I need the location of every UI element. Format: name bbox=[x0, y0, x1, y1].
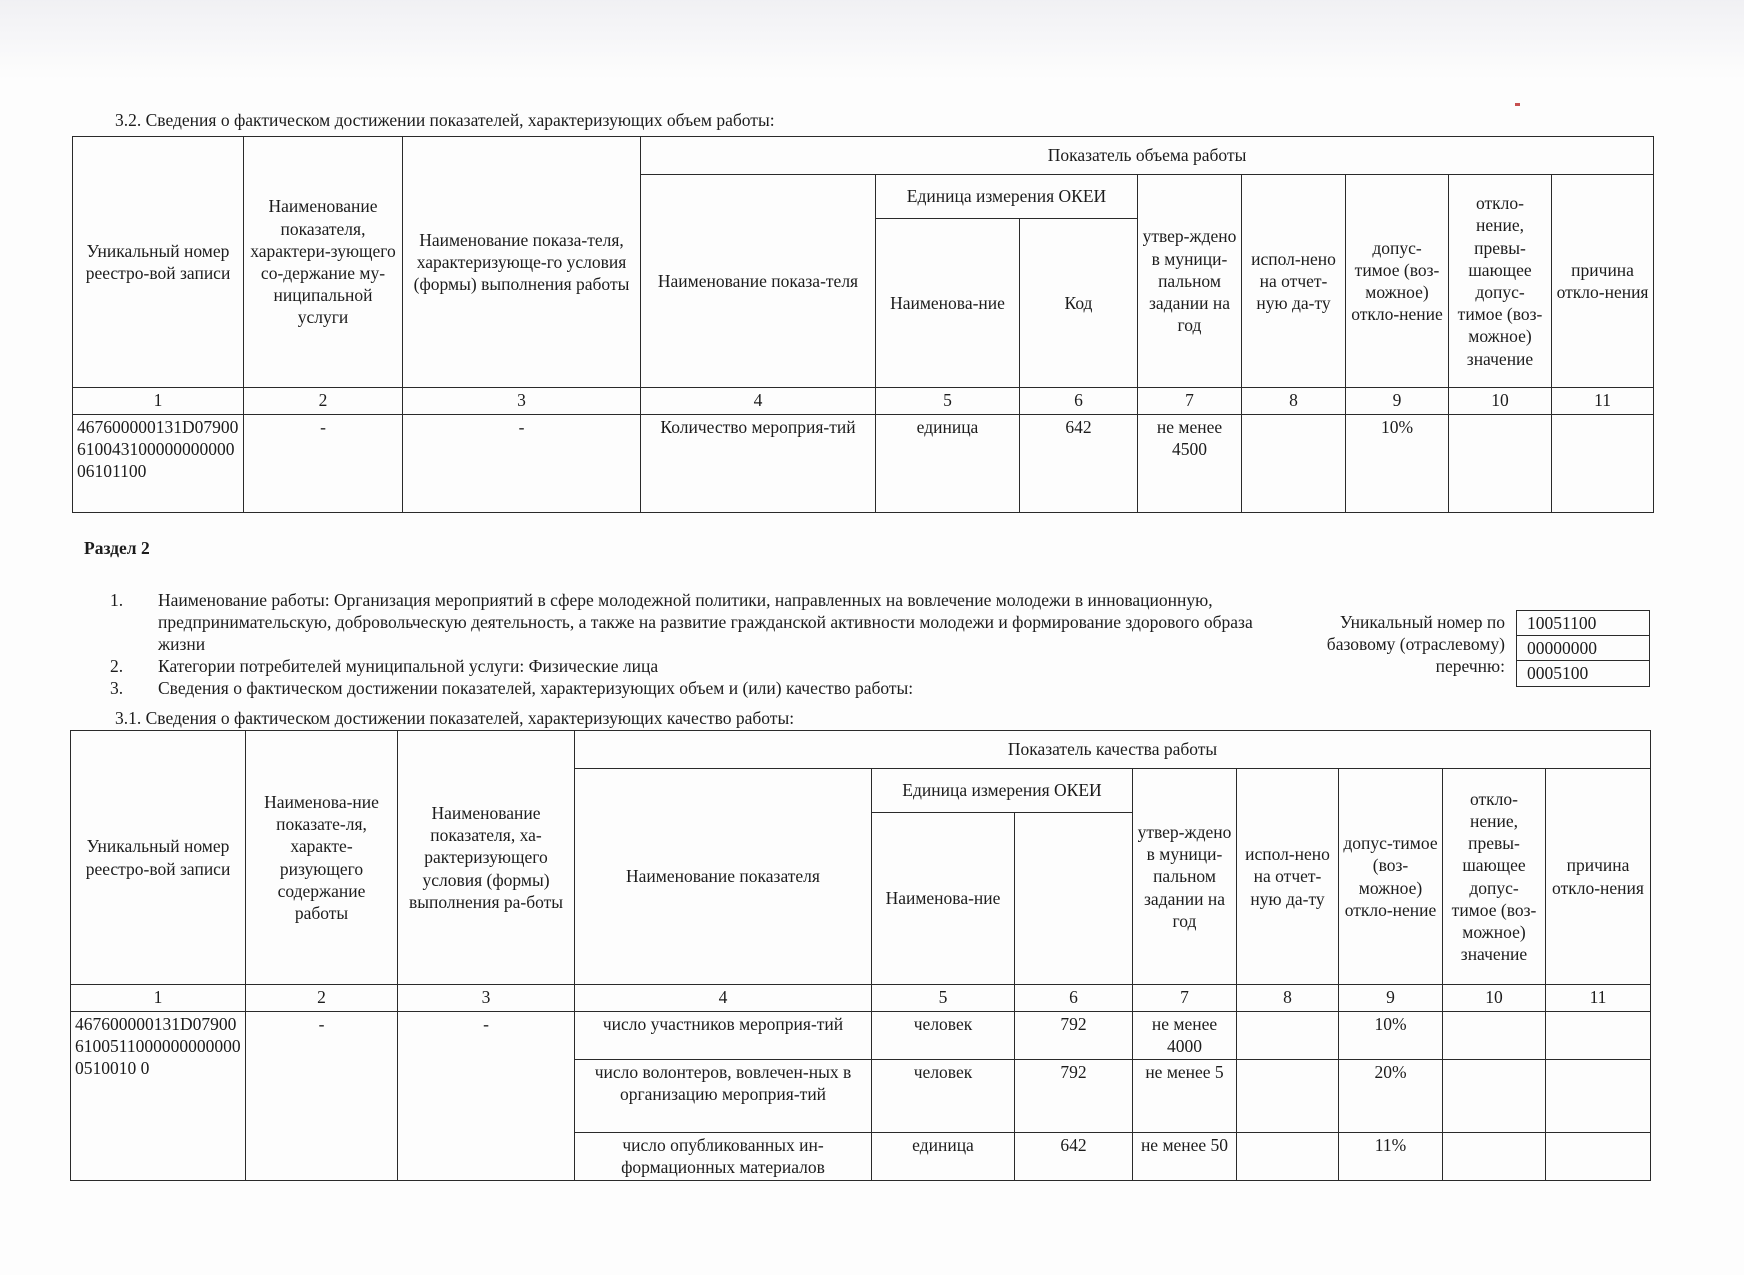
reason-cell bbox=[1546, 1012, 1651, 1060]
item-text: Категории потребителей муниципальной услуги: Физические лица bbox=[158, 655, 659, 676]
item-text: Наименование работы: Организация мероприятий в сфере молодежной политики, направленных на вовлечение молодежи в инновационную, предпринимательскую, добровольческую деятельность, а также на развитие гражданской активности молодежи и формирование здорового образа жизни bbox=[158, 590, 1253, 654]
col-reason: причина откло-нения bbox=[1546, 769, 1651, 985]
col-number: 6 bbox=[1015, 985, 1133, 1012]
list-item bbox=[110, 678, 1260, 700]
registry-line: 10051100 bbox=[1517, 611, 1650, 636]
section-title: Раздел 2 bbox=[84, 538, 150, 558]
registry-line: 0005100 bbox=[1517, 661, 1650, 686]
col-unit-name: Наименова-ние bbox=[876, 219, 1020, 388]
table-row bbox=[71, 1012, 1651, 1060]
col-registry: Уникальный номер реестро-вой записи bbox=[71, 731, 246, 985]
col-number: 4 bbox=[575, 985, 872, 1012]
col-number: 8 bbox=[1242, 388, 1346, 415]
reason-cell bbox=[1552, 415, 1654, 513]
col-unit-code: Код bbox=[1020, 219, 1138, 388]
allowed-cell: 20% bbox=[1339, 1060, 1443, 1133]
col-number: 10 bbox=[1443, 985, 1546, 1012]
scan-shadow bbox=[0, 0, 1744, 80]
col-approved: утвер-ждено в муници-пальном задании на год bbox=[1133, 769, 1237, 985]
group-header: Показатель качества работы bbox=[575, 731, 1651, 769]
unit-name-cell: человек bbox=[872, 1060, 1015, 1133]
col-number: 6 bbox=[1020, 388, 1138, 415]
col-number: 8 bbox=[1237, 985, 1339, 1012]
col-indicator: Наименование показателя bbox=[575, 769, 872, 985]
item-number: 1. bbox=[110, 590, 124, 610]
allowed-cell: 11% bbox=[1339, 1133, 1443, 1181]
unit-code-cell: 792 bbox=[1015, 1060, 1133, 1133]
col-executed: испол-нено на отчет-ную да-ту bbox=[1242, 175, 1346, 388]
list-item bbox=[110, 590, 1260, 656]
registry-box bbox=[1516, 610, 1650, 687]
deviation-cell bbox=[1449, 415, 1552, 513]
col-unit-name: Наименова-ние bbox=[872, 813, 1015, 985]
col-condition: Наименование показа-теля, характеризующе-го условия (формы) выполнения работы bbox=[403, 137, 641, 388]
section-items bbox=[110, 590, 1260, 699]
condition-cell: - bbox=[403, 415, 641, 513]
executed-cell bbox=[1237, 1060, 1339, 1133]
col-number: 1 bbox=[73, 388, 244, 415]
col-number: 3 bbox=[398, 985, 575, 1012]
caption-3-1: 3.1. Сведения о фактическом достижении показателей, характеризующих качество работы: bbox=[115, 708, 795, 728]
reason-cell bbox=[1546, 1133, 1651, 1181]
allowed-cell: 10% bbox=[1346, 415, 1449, 513]
col-number: 10 bbox=[1449, 388, 1552, 415]
deviation-cell bbox=[1443, 1012, 1546, 1060]
scan-speck bbox=[1515, 103, 1520, 106]
col-unit-code bbox=[1015, 813, 1133, 985]
col-number: 4 bbox=[641, 388, 876, 415]
approved-cell: не менее 4000 bbox=[1133, 1012, 1237, 1060]
quality-table bbox=[70, 730, 1651, 1181]
indicator-cell: число волонтеров, вовлечен-ных в организацию мероприя-тий bbox=[575, 1060, 872, 1133]
col-number: 9 bbox=[1346, 388, 1449, 415]
col-number: 11 bbox=[1546, 985, 1651, 1012]
col-number: 9 bbox=[1339, 985, 1443, 1012]
col-allowed: допус-тимое (воз-можное) откло-нение bbox=[1346, 175, 1449, 388]
col-approved: утвер-ждено в муници-пальном задании на год bbox=[1138, 175, 1242, 388]
col-allowed: допус-тимое (воз-можное) откло-нение bbox=[1339, 769, 1443, 985]
col-number: 11 bbox=[1552, 388, 1654, 415]
approved-cell: не менее 50 bbox=[1133, 1133, 1237, 1181]
col-deviation: откло-нение, превы-шающее допус-тимое (воз-можное) значение bbox=[1449, 175, 1552, 388]
volume-table bbox=[72, 136, 1654, 513]
okei-header: Единица измерения ОКЕИ bbox=[876, 175, 1138, 219]
okei-header: Единица измерения ОКЕИ bbox=[872, 769, 1133, 813]
col-number: 5 bbox=[876, 388, 1020, 415]
registry-line: 00000000 bbox=[1517, 636, 1650, 661]
col-executed: испол-нено на отчет-ную да-ту bbox=[1237, 769, 1339, 985]
item-number: 2. bbox=[110, 655, 124, 676]
content-cell: - bbox=[244, 415, 403, 513]
deviation-cell bbox=[1443, 1060, 1546, 1133]
col-number: 2 bbox=[244, 388, 403, 415]
registry-number: 467600000131D0790061004310000000000006101100 bbox=[73, 415, 244, 513]
unit-code-cell: 642 bbox=[1015, 1133, 1133, 1181]
list-item bbox=[110, 656, 1260, 678]
reason-cell bbox=[1546, 1060, 1651, 1133]
indicator-cell: Количество мероприя-тий bbox=[641, 415, 876, 513]
registry-number: 467600000131D0790061005110000000000000510010 0 bbox=[71, 1012, 246, 1181]
col-condition: Наименование показателя, ха-рактеризующего условия (формы) выполнения ра-боты bbox=[398, 731, 575, 985]
registry-label: Уникальный номер по базовому (отраслевому) перечню: bbox=[1326, 612, 1505, 676]
col-number: 3 bbox=[403, 388, 641, 415]
col-number: 7 bbox=[1138, 388, 1242, 415]
unit-name-cell: единица bbox=[872, 1133, 1015, 1181]
executed-cell bbox=[1237, 1133, 1339, 1181]
approved-cell: не менее 5 bbox=[1133, 1060, 1237, 1133]
col-indicator: Наименование показа-теля bbox=[641, 175, 876, 388]
col-number: 7 bbox=[1133, 985, 1237, 1012]
unit-name-cell: человек bbox=[872, 1012, 1015, 1060]
col-reason: причина откло-нения bbox=[1552, 175, 1654, 388]
col-content: Наименование показателя, характери-зующего со-держание му-ниципальной услуги bbox=[244, 137, 403, 388]
indicator-cell: число опубликованных ин-формационных материалов bbox=[575, 1133, 872, 1181]
condition-cell: - bbox=[398, 1012, 575, 1181]
col-number: 1 bbox=[71, 985, 246, 1012]
unit-name-cell: единица bbox=[876, 415, 1020, 513]
content-cell: - bbox=[246, 1012, 398, 1181]
indicator-cell: число участников мероприя-тий bbox=[575, 1012, 872, 1060]
item-number: 3. bbox=[110, 677, 124, 698]
allowed-cell: 10% bbox=[1339, 1012, 1443, 1060]
col-deviation: откло-нение, превы-шающее допус-тимое (воз-можное) значение bbox=[1443, 769, 1546, 985]
col-registry: Уникальный номер реестро-вой записи bbox=[73, 137, 244, 388]
col-content: Наименова-ние показате-ля, характе-ризующего содержание работы bbox=[246, 731, 398, 985]
approved-cell: не менее 4500 bbox=[1138, 415, 1242, 513]
executed-cell bbox=[1237, 1012, 1339, 1060]
unit-code-cell: 642 bbox=[1020, 415, 1138, 513]
group-header: Показатель объема работы bbox=[641, 137, 1654, 175]
col-number: 5 bbox=[872, 985, 1015, 1012]
table-row bbox=[73, 415, 1654, 513]
unit-code-cell: 792 bbox=[1015, 1012, 1133, 1060]
deviation-cell bbox=[1443, 1133, 1546, 1181]
item-text: Сведения о фактическом достижении показателей, характеризующих объем и (или) качество работы: bbox=[158, 677, 914, 698]
executed-cell bbox=[1242, 415, 1346, 513]
caption-3-2: 3.2. Сведения о фактическом достижении показателей, характеризующих объем работы: bbox=[115, 110, 775, 130]
col-number: 2 bbox=[246, 985, 398, 1012]
